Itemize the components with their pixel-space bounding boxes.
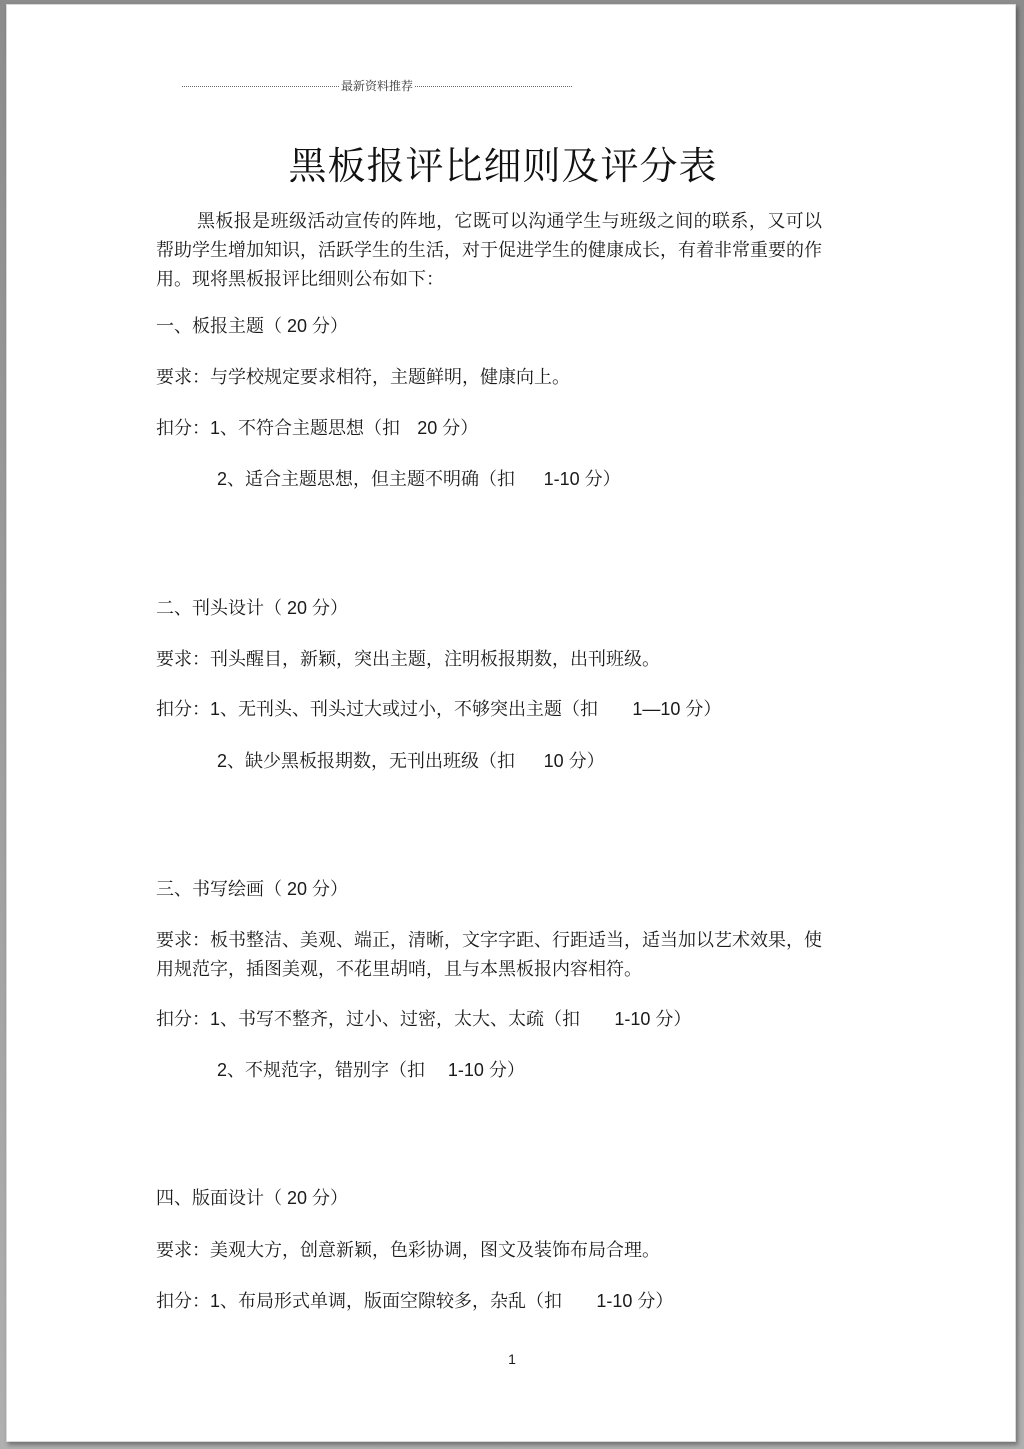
deduction-text: 2、缺少黑板报期数，无刊出班级（扣 <box>217 751 516 771</box>
section-requirement: 要求：刊头醒目，新颖，突出主题，注明板报期数，出刊班级。 <box>156 649 660 670</box>
section-heading-text: 三、书写绘画（ <box>156 879 282 900</box>
page-header <box>182 77 572 94</box>
deduction-text: 1、无刊头、刊头过大或过小，不够突出主题（扣 <box>210 699 599 719</box>
section-heading <box>156 1184 348 1213</box>
deduction-value: 1-10 分） <box>447 1060 525 1080</box>
section-heading-text: 四、版面设计（ <box>156 1188 282 1209</box>
deduction-text: 1、书写不整齐，过小、过密，太大、太疏（扣 <box>210 1009 581 1029</box>
section-heading-text: 二、刊头设计（ <box>156 598 282 619</box>
section-heading <box>156 875 348 904</box>
section-score: 20 分） <box>282 316 349 336</box>
deduct-label: 扣分： <box>156 1009 210 1030</box>
section-requirement: 要求：与学校规定要求相符，主题鲜明，健康向上。 <box>156 367 570 388</box>
deduction-text: 2、适合主题思想，但主题不明确（扣 <box>217 469 516 489</box>
section-score: 20 分） <box>282 879 349 899</box>
deduction-value: 1-10 分） <box>614 1009 692 1029</box>
deduct-label: 扣分： <box>156 699 210 720</box>
header-leader-right <box>415 86 572 87</box>
section-heading <box>156 312 348 341</box>
deduction-text: 2、不规范字，错别字（扣 <box>217 1060 426 1080</box>
document-page <box>6 4 1016 1442</box>
document-title: 黑板报评比细则及评分表 <box>288 144 718 188</box>
section-requirement: 要求：板书整洁、美观、端正，清晰，文字字距、行距适当，适当加以艺术效果，使用规范字，插图美观，不花里胡哨，且与本黑板报内容相符。 <box>156 930 822 980</box>
deduction-item <box>156 414 478 443</box>
deduction-item <box>156 695 721 724</box>
deduction-text: 1、布局形式单调，版面空隙较多，杂乱（扣 <box>210 1291 563 1311</box>
deduction-item <box>217 465 621 494</box>
deduction-text: 1、不符合主题思想（扣 <box>210 418 401 438</box>
header-label: 最新资料推荐 <box>341 79 414 93</box>
deduction-value: 1-10 分） <box>543 469 621 489</box>
intro-paragraph: 黑板报是班级活动宣传的阵地，它既可以沟通学生与班级之间的联系，又可以帮助学生增加知识，活跃学生的生活，对于促进学生的健康成长，有着非常重要的作用。现将黑板报评比细则公布如下： <box>156 211 822 290</box>
deduction-item <box>156 1287 673 1316</box>
deduct-label: 扣分： <box>156 418 210 439</box>
deduction-item <box>217 1056 525 1085</box>
deduction-value: 1—10 分） <box>632 699 722 719</box>
section-heading <box>156 594 348 623</box>
deduction-value: 20 分） <box>417 418 479 438</box>
section-score: 20 分） <box>282 598 349 618</box>
section-score: 20 分） <box>282 1188 349 1208</box>
deduction-value: 10 分） <box>543 751 605 771</box>
page-number: 1 <box>508 1351 516 1367</box>
deduction-item <box>217 747 605 776</box>
header-leader-left <box>182 86 339 87</box>
deduction-value: 1-10 分） <box>596 1291 674 1311</box>
deduct-label: 扣分： <box>156 1291 210 1312</box>
deduction-item <box>156 1005 691 1034</box>
section-heading-text: 一、板报主题（ <box>156 316 282 337</box>
section-requirement: 要求：美观大方，创意新颖，色彩协调，图文及装饰布局合理。 <box>156 1240 660 1261</box>
